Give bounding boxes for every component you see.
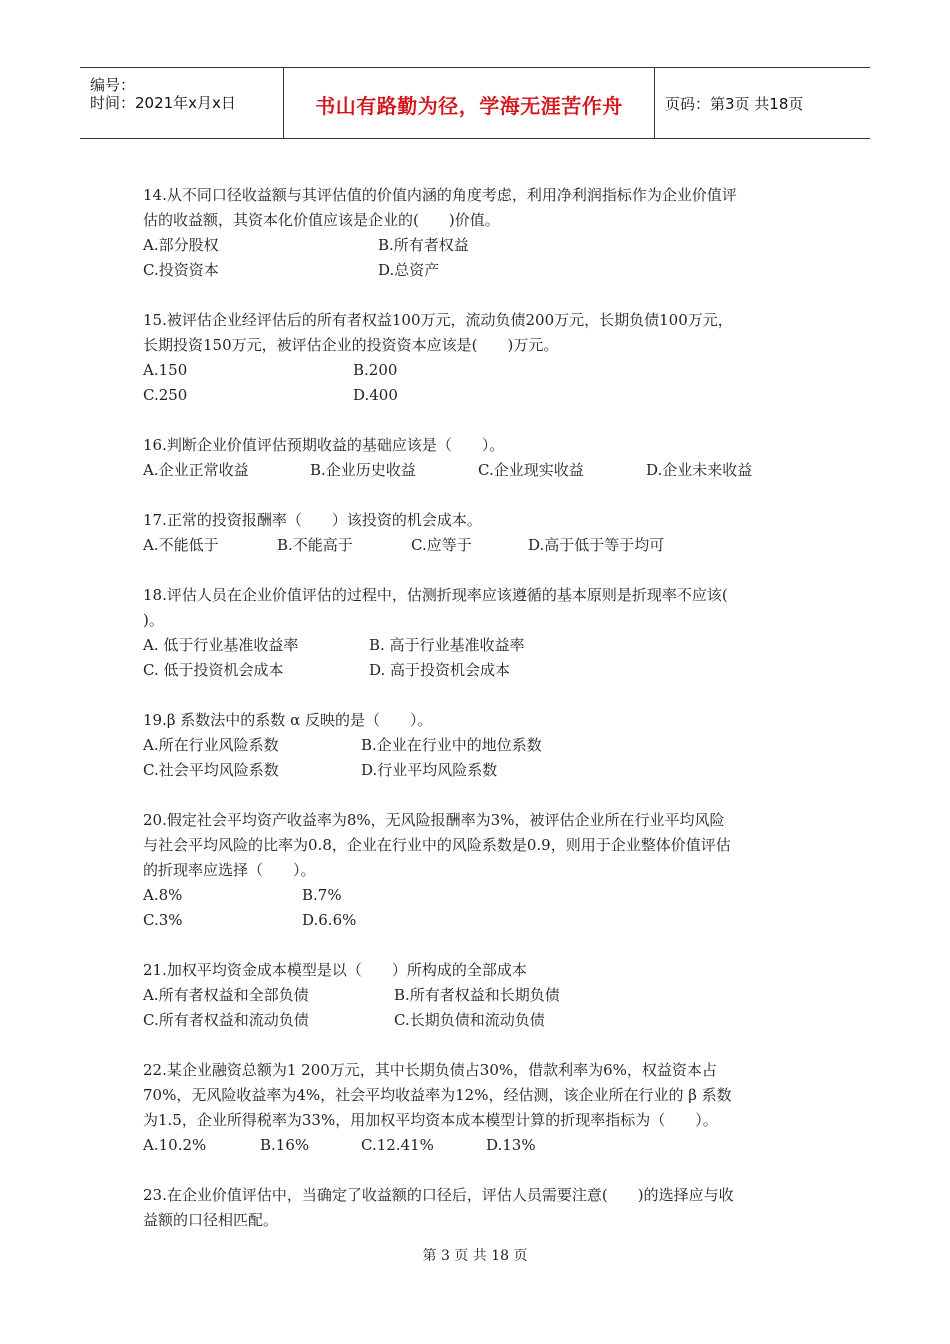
answer-option: C.应等于 [411,536,472,554]
question-text: 14.从不同口径收益额与其评估值的价值内涵的角度考虑，利用净利润指标作为企业价值评 [143,186,737,204]
document-time: 时间：2021年x月x日 [90,94,236,112]
answer-option: C.250 [143,386,188,404]
answer-option: B.所有者权益和长期负债 [394,986,560,1004]
question-text: 的折现率应选择（ ）。 [143,861,316,879]
options-row [143,758,815,783]
question-text: 益额的口径相匹配。 [143,1211,279,1229]
answer-option: D.总资产 [378,261,440,279]
header-motto: 书山有路勤为径，学海无涯苦作舟 [315,94,623,118]
answer-option: D. 高于投资机会成本 [369,661,511,679]
answer-option: A. 低于行业基准收益率 [143,636,299,654]
options-row [143,258,815,283]
question-text: 17.正常的投资报酬率（ ）该投资的机会成本。 [143,511,482,529]
question-block [143,583,815,683]
answer-option: D.400 [353,386,398,404]
question-block [143,433,815,483]
answer-option: A.企业正常收益 [143,461,249,479]
header-page-cell [655,68,870,138]
answer-option: B.16% [260,1136,310,1154]
answer-option: C.企业现实收益 [478,461,584,479]
answer-option: B.7% [302,886,342,904]
options-row [143,658,815,683]
question-block [143,808,815,933]
question-text: 70%，无风险收益率为4%，社会平均收益率为12%，经估测，该企业所在行业的 β 系数 [143,1086,732,1104]
question-block [143,183,815,283]
answer-option: B.不能高于 [277,536,353,554]
options-row [143,983,815,1008]
header-page-info: 页码：第3页 共18页 [665,95,804,113]
answer-option: C.长期负债和流动负债 [394,1011,545,1029]
answer-option: C. 低于投资机会成本 [143,661,284,679]
question-text: 21.加权平均资金成本模型是以（ ）所构成的全部成本 [143,961,527,979]
question-text: 15.被评估企业经评估后的所有者权益100万元，流动负债200万元，长期负债100万元， [143,311,733,329]
answer-option: B.所有者权益 [378,236,469,254]
page-header [80,67,870,139]
question-text: 22.某企业融资总额为1 200万元，其中长期负债占30%，借款利率为6%，权益资本占 [143,1061,717,1079]
question-text: 18.评估人员在企业价值评估的过程中，估测折现率应该遵循的基本原则是折现率不应该( [143,586,728,604]
answer-option: A.所有者权益和全部负债 [143,986,309,1004]
header-meta-cell [80,68,284,138]
answer-option: B.企业在行业中的地位系数 [361,736,542,754]
header-motto-cell [284,68,655,138]
answer-option: A.150 [143,361,188,379]
answer-option: B.企业历史收益 [310,461,416,479]
question-text: 23.在企业价值评估中，当确定了收益额的口径后，评估人员需要注意( )的选择应与收 [143,1186,734,1204]
answer-option: D.行业平均风险系数 [361,761,498,779]
options-row [143,733,815,758]
answer-option: A.不能低于 [143,536,219,554]
question-text: 16.判断企业价值评估预期收益的基础应该是（ ）。 [143,436,505,454]
document-number: 编号： [90,76,136,94]
question-block [143,508,815,558]
options-row [143,458,815,483]
question-block [143,1183,815,1233]
question-block [143,958,815,1033]
options-row [143,1133,815,1158]
question-text: 19.β 系数法中的系数 α 反映的是（ ）。 [143,711,433,729]
question-block [143,308,815,408]
answer-option: C.12.41% [361,1136,434,1154]
answer-option: C.投资资本 [143,261,219,279]
options-row [143,633,815,658]
question-text: 估的收益额，其资本化价值应该是企业的( )价值。 [143,211,500,229]
answer-option: A.10.2% [143,1136,207,1154]
answer-option: C.3% [143,911,183,929]
answer-option: C.社会平均风险系数 [143,761,279,779]
question-text: 为1.5，企业所得税率为33%，用加权平均资本成本模型计算的折现率指标为（ ）。 [143,1111,718,1129]
answer-option: B.200 [353,361,398,379]
options-row [143,533,815,558]
question-text: 与社会平均风险的比率为0.8，企业在行业中的风险系数是0.9，则用于企业整体价值评估 [143,836,731,854]
options-row [143,358,815,383]
question-text: 长期投资150万元，被评估企业的投资资本应该是( )万元。 [143,336,559,354]
question-block [143,1058,815,1158]
answer-option: B. 高于行业基准收益率 [369,636,525,654]
options-row [143,233,815,258]
options-row [143,908,815,933]
page-footer: 第 3 页 共 18 页 [422,1248,528,1264]
options-row [143,383,815,408]
question-list [143,183,815,1258]
answer-option: A.部分股权 [143,236,219,254]
question-text: 20.假定社会平均资产收益率为8%，无风险报酬率为3%，被评估企业所在行业平均风险 [143,811,725,829]
options-row [143,1008,815,1033]
answer-option: A.8% [143,886,183,904]
answer-option: D.13% [486,1136,536,1154]
question-text: )。 [143,611,164,629]
answer-option: D.企业未来收益 [646,461,753,479]
answer-option: A.所在行业风险系数 [143,736,279,754]
options-row [143,883,815,908]
answer-option: C.所有者权益和流动负债 [143,1011,309,1029]
question-block [143,708,815,783]
answer-option: D.6.6% [302,911,357,929]
answer-option: D.高于低于等于均可 [528,536,665,554]
